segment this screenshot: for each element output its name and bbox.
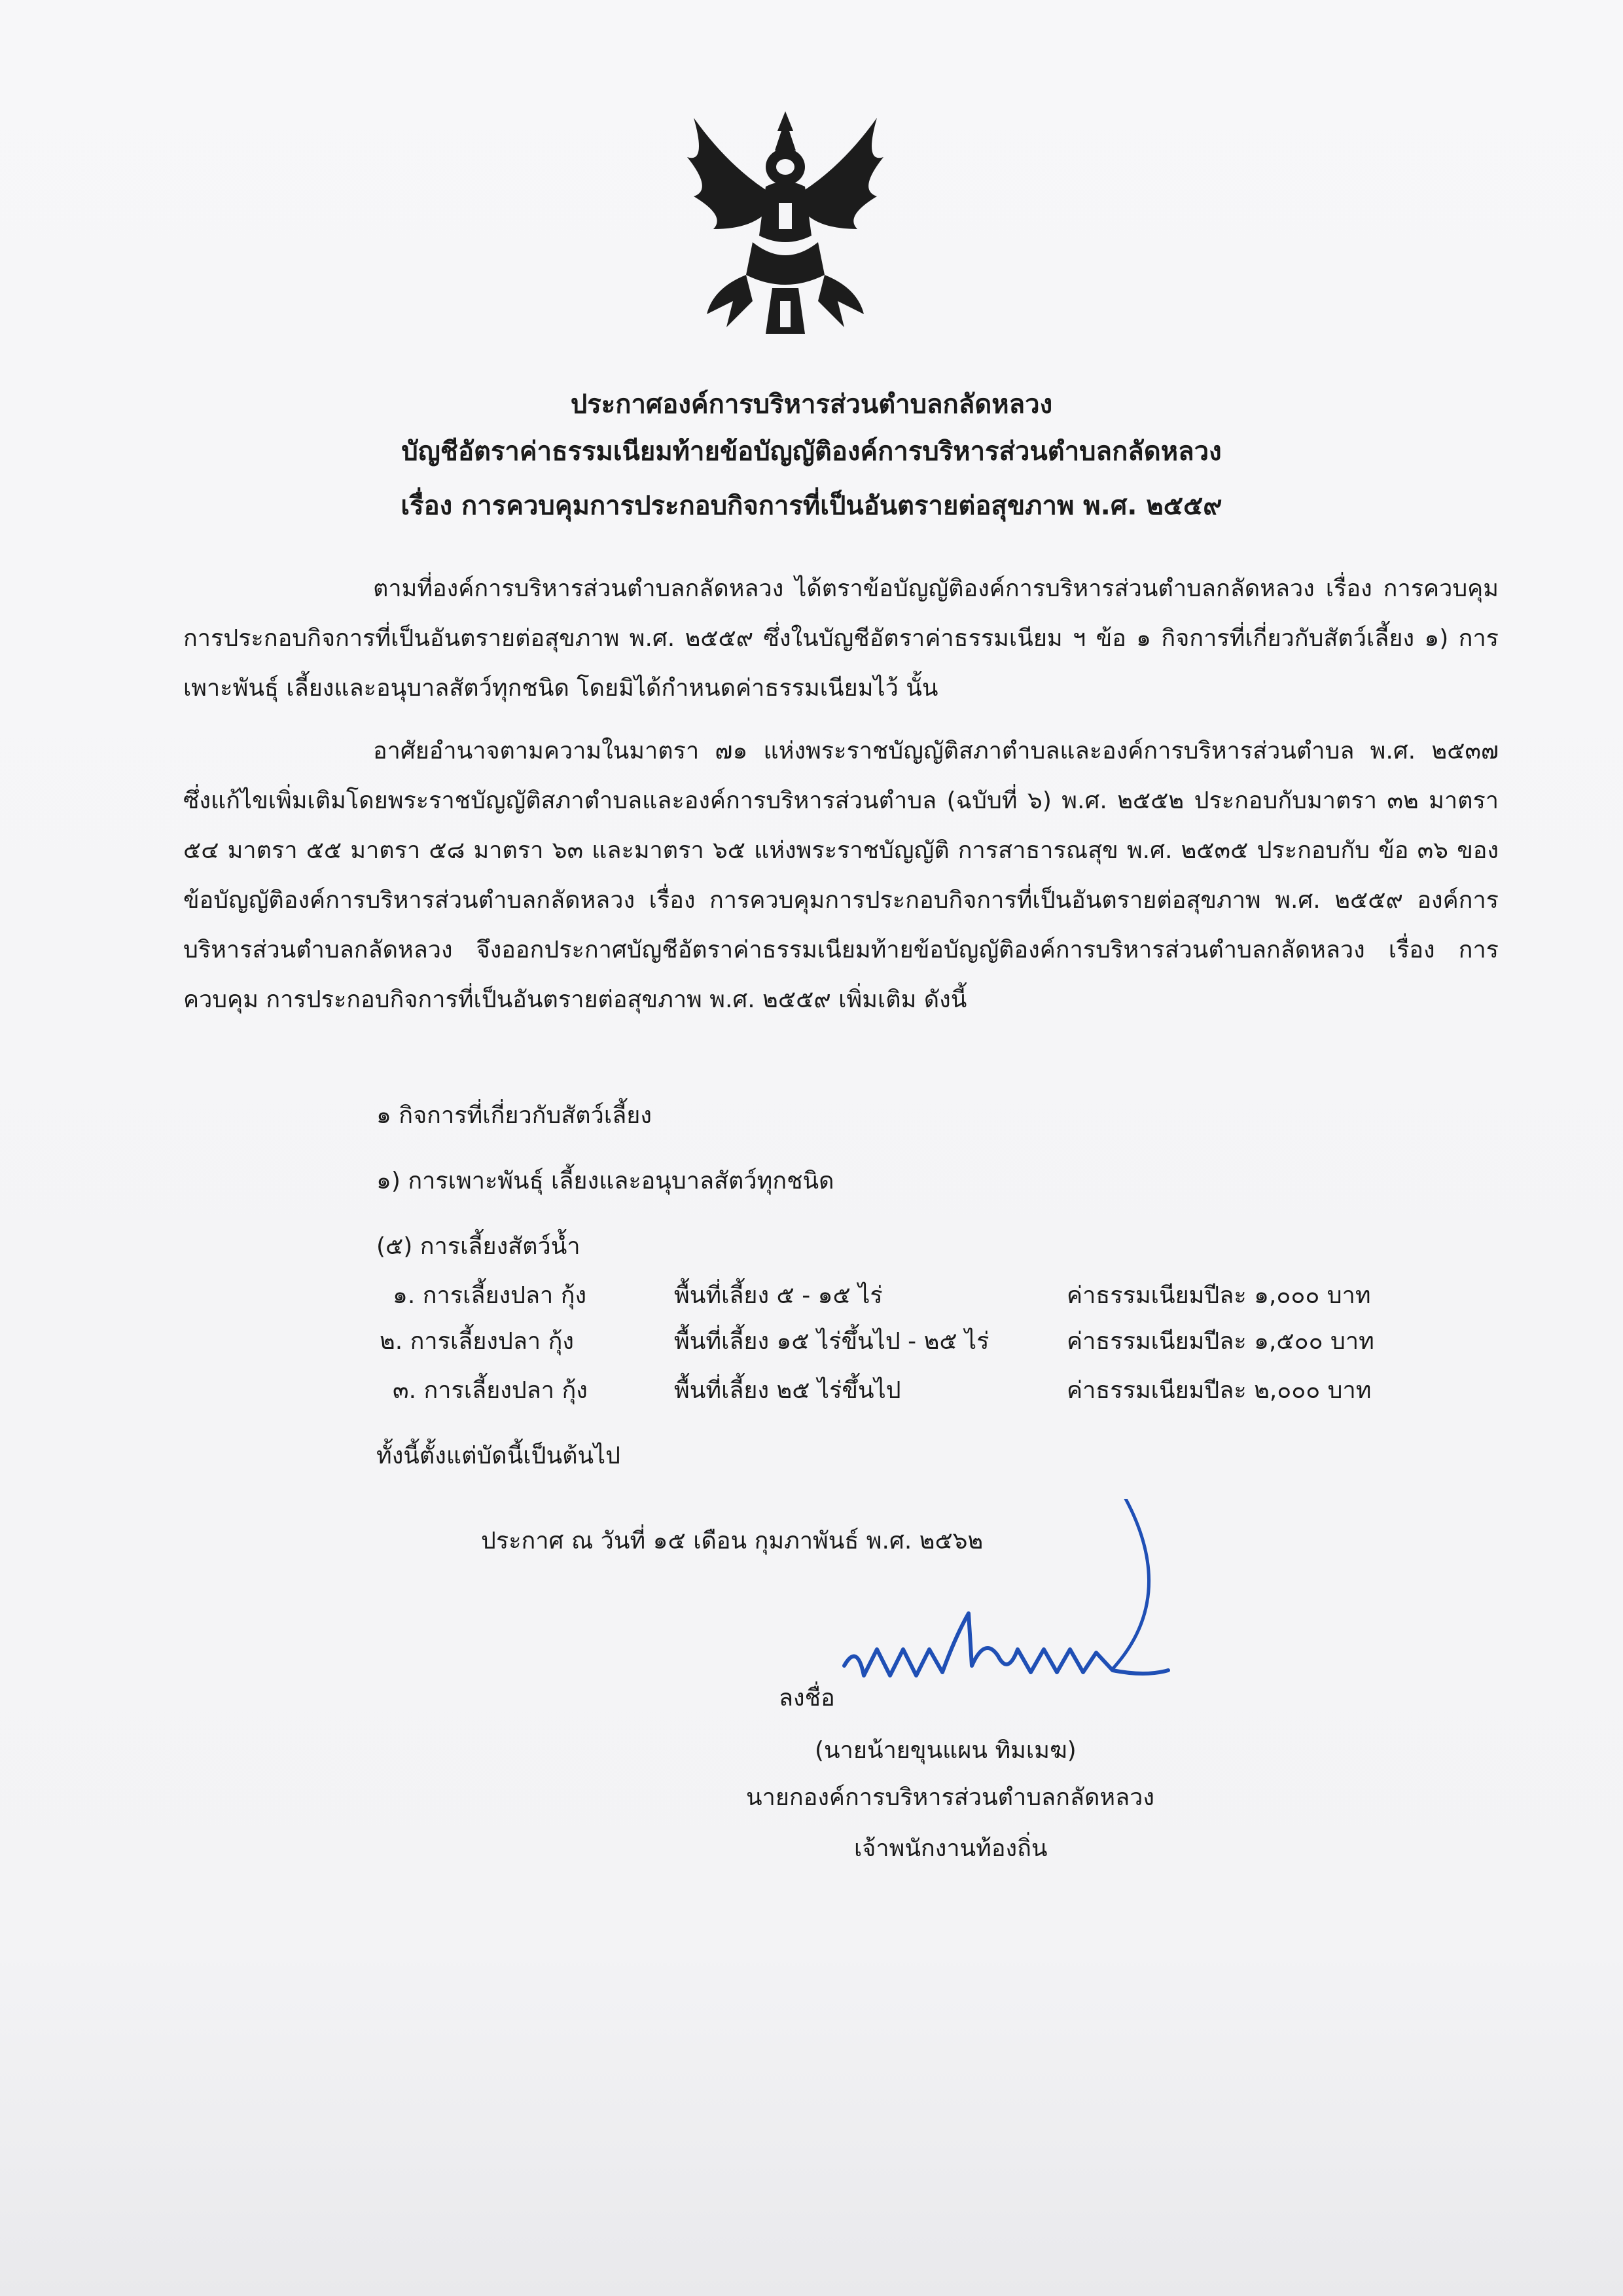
header-line-1: ประกาศองค์การบริหารส่วนตำบลกลัดหลวง <box>570 389 1053 420</box>
item-3: (๕) การเลี้ยงสัตว์น้ำ <box>376 1233 580 1260</box>
signer-name: (นายน้ายขุนแผน ทิมเมฆ) <box>815 1737 1077 1764</box>
paragraph-2-text: อาศัยอำนาจตามความในมาตรา ๗๑ แห่งพระราชบัญญัติสภาตำบลและองค์การบริหารส่วนตำบล พ.ศ. ๒๕๓๗ ซึ่งแก้ไขเพิ่มเติมโดยพระราชบัญญัติสภาตำบลและองค์การบริหารส่วนตำบล (ฉบับที่ ๖) พ.ศ. ๒๕๕๒ ประกอบกับมาตรา ๓๒ มาตรา ๕๔ มาตรา ๕๕ มาตรา ๕๘ มาตรา ๖๓ และมาตรา ๖๕ แห่งพระราชบัญญัติ การสาธารณสุข พ.ศ. ๒๕๓๕ ประกอบกับ ข้อ ๓๖ ของข้อบัญญัติองค์การบริหารส่วนตำบลกลัดหลวง เรื่อง การควบคุมการประกอบกิจการที่เป็นอันตรายต่อสุขภาพ พ.ศ. ๒๕๕๙ องค์การบริหารส่วนตำบลกลัดหลวง จึงออกประกาศบัญชีอัตราค่าธรรมเนียมท้ายข้อบัญญัติองค์การบริหารส่วนตำบลกลัดหลวง เรื่อง การควบคุม การประกอบกิจการที่เป็นอันตรายต่อสุขภาพ พ.ศ. ๒๕๕๙ เพิ่มเติม ดังนี้ <box>183 738 1499 1013</box>
item-1: ๑ กิจการที่เกี่ยวกับสัตว์เลี้ยง <box>376 1102 652 1129</box>
signer-role: เจ้าพนักงานท้องถิ่น <box>854 1835 1048 1862</box>
fee-name-2: ๒. การเลี้ยงปลา กุ้ง <box>380 1328 574 1355</box>
item-2: ๑) การเพาะพันธุ์ เลี้ยงและอนุบาลสัตว์ทุกชนิด <box>376 1168 834 1194</box>
header-line-2: บัญชีอัตราค่าธรรมเนียมท้ายข้อบัญญัติองค์การบริหารส่วนตำบลกลัดหลวง <box>401 437 1222 467</box>
fee-amount-2: ค่าธรรมเนียมปีละ ๑,๕๐๐ บาท <box>1067 1328 1374 1355</box>
paragraph-1 <box>183 564 1499 713</box>
garuda-emblem <box>674 105 897 340</box>
fee-area-2: พื้นที่เลี้ยง ๑๕ ไร่ขึ้นไป - ๒๕ ไร่ <box>674 1328 990 1355</box>
effective-date: ทั้งนี้ตั้งแต่บัดนี้เป็นต้นไป <box>376 1443 621 1469</box>
sign-label: ลงชื่อ <box>779 1685 835 1712</box>
fee-amount-1: ค่าธรรมเนียมปีละ ๑,๐๐๐ บาท <box>1067 1282 1371 1309</box>
paragraph-2 <box>183 726 1499 1025</box>
signature-mark <box>838 1499 1178 1734</box>
header-line-3: เรื่อง การควบคุมการประกอบกิจการที่เป็นอันตรายต่อสุขภาพ พ.ศ. ๒๕๕๙ <box>401 491 1222 521</box>
fee-area-1: พื้นที่เลี้ยง ๕ - ๑๕ ไร่ <box>674 1282 883 1309</box>
fee-area-3: พื้นที่เลี้ยง ๒๕ ไร่ขึ้นไป <box>674 1377 901 1404</box>
paragraph-1-text: ตามที่องค์การบริหารส่วนตำบลกลัดหลวง ได้ตราข้อบัญญัติองค์การบริหารส่วนตำบลกลัดหลวง เรื่อง การควบคุมการประกอบกิจการที่เป็นอันตรายต่อสุขภาพ พ.ศ. ๒๕๕๙ ซึ่งในบัญชีอัตราค่าธรรมเนียม ฯ ข้อ ๑ กิจการที่เกี่ยวกับสัตว์เลี้ยง ๑) การเพาะพันธุ์ เลี้ยงและอนุบาลสัตว์ทุกชนิด โดยมิได้กำหนดค่าธรรมเนียมไว้ นั้น <box>183 575 1499 702</box>
fee-name-3: ๓. การเลี้ยงปลา กุ้ง <box>393 1377 588 1404</box>
fee-name-1: ๑. การเลี้ยงปลา กุ้ง <box>393 1282 587 1309</box>
announcement-date: ประกาศ ณ วันที่ ๑๕ เดือน กุมภาพันธ์ พ.ศ. ๒๕๖๒ <box>481 1528 984 1554</box>
fee-amount-3: ค่าธรรมเนียมปีละ ๒,๐๐๐ บาท <box>1067 1377 1372 1404</box>
signer-position: นายกองค์การบริหารส่วนตำบลกลัดหลวง <box>746 1784 1154 1811</box>
